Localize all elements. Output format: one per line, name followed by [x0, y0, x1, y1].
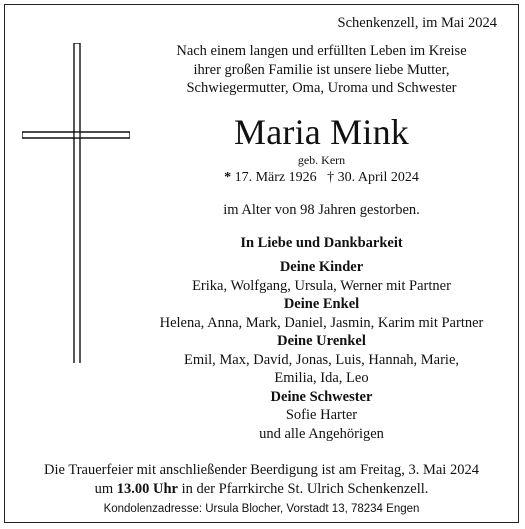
- intro-line: Nach einem langen und erfüllten Leben im Kreise: [176, 43, 467, 59]
- great-grandchildren-names: Emil, Max, David, Jonas, Luis, Hannah, Marie,: [183, 351, 460, 368]
- children-heading: Deine Kinder: [279, 259, 364, 275]
- funeral-prefix: um: [94, 480, 117, 497]
- condolence-address: Kondolenzadresse: Ursula Blocher, Vorstadt 13, 78234 Engen: [103, 503, 420, 515]
- intro-line: ihrer großen Familie ist unsere liebe Mutter,: [193, 61, 450, 78]
- children-names: Erika, Wolfgang, Ursula, Werner mit Partner: [192, 277, 451, 294]
- family-list: [130, 258, 513, 443]
- grandchildren-heading: Deine Enkel: [283, 296, 360, 312]
- deceased-name: Maria Mink: [234, 112, 409, 152]
- intro-line: Schwiegermutter, Oma, Uroma und Schwester: [186, 80, 457, 96]
- age-line: im Alter von 98 Jahren gestorben.: [223, 202, 420, 218]
- grandchildren-names: Helena, Anna, Mark, Daniel, Jasmin, Karim mit Partner: [159, 314, 484, 331]
- mourners-heading: In Liebe und Dankbarkeit: [240, 235, 403, 251]
- funeral-notice: [5, 461, 518, 498]
- obituary-card: [4, 4, 519, 523]
- death-symbol: †: [327, 170, 335, 185]
- death-date: 30. April 2024: [337, 170, 419, 185]
- great-grandchildren-heading: Deine Urenkel: [277, 333, 366, 349]
- sister-heading: Deine Schwester: [270, 388, 373, 405]
- other-relatives: und alle Angehörigen: [259, 425, 384, 442]
- funeral-line: [5, 480, 518, 499]
- sister-name: Sofie Harter: [285, 407, 358, 423]
- life-dates: [130, 169, 513, 187]
- maiden-name: geb. Kern: [297, 153, 346, 167]
- birth-date: 17. März 1926: [234, 170, 317, 185]
- place-date: Schenkenzell, im Mai 2024: [337, 15, 497, 31]
- intro-text: [130, 42, 513, 98]
- great-grandchildren-names: Emilia, Ida, Leo: [274, 370, 369, 386]
- birth-symbol: *: [224, 170, 232, 185]
- latin-cross-outline-icon: [22, 43, 130, 363]
- funeral-time: 13.00 Uhr: [116, 480, 178, 497]
- funeral-line: Die Trauerfeier mit anschließender Beerdigung ist am Freitag, 3. Mai 2024: [44, 462, 479, 478]
- funeral-location: in der Pfarrkirche St. Ulrich Schenkenzell.: [177, 480, 429, 497]
